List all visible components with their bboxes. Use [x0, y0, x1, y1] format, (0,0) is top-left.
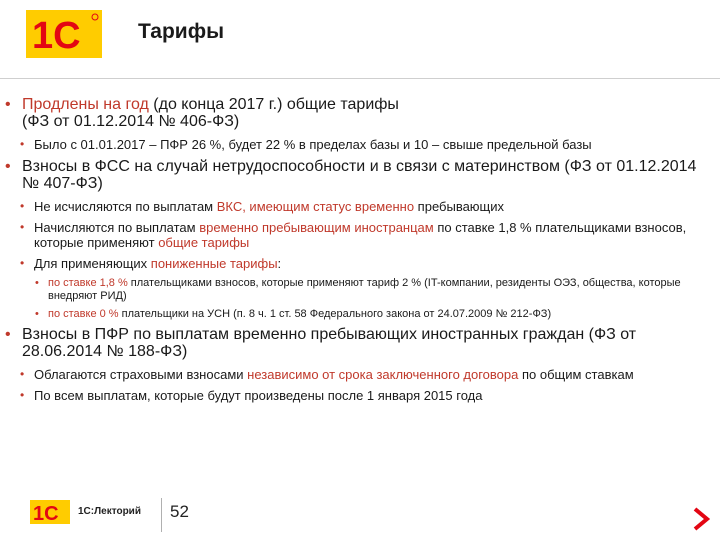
bullet-icon: •	[5, 96, 11, 113]
list-item: • Для применяющих пониженные тарифы:	[20, 256, 282, 271]
list-item: • по ставке 0 % плательщики на УСН (п. 8 ч. 1 ст. 58 Федерального закона от 24.07.2009 № 212-ФЗ)	[35, 308, 552, 320]
page-number: 52	[170, 502, 189, 521]
list-item: • по ставке 1,8 % плательщиками взносов, которые применяют тариф 2 % (IT-компании, резиденты ОЭЗ, общества, которые внедряют РИД)	[35, 277, 681, 302]
1c-logo-icon	[26, 10, 102, 58]
bullet-icon: •	[20, 137, 25, 151]
1c-logo-icon	[30, 500, 70, 524]
bullet-icon: •	[5, 326, 11, 343]
list-item: • Взносы в ФСС на случай нетрудоспособности и в связи с материнством (ФЗ от 01.12.2014 № 407-ФЗ)	[5, 158, 697, 192]
bullet-icon: •	[35, 308, 39, 320]
bullet-icon: •	[20, 367, 25, 381]
slide-content	[0, 96, 720, 409]
list-item: • Начисляются по выплатам временно пребывающим иностранцам по ставке 1,8 % плательщиками взносов, которые применяют общие тарифы	[20, 220, 687, 250]
list-item: • Облагаются страховыми взносами независимо от срока заключенного договора по общим ставкам	[20, 367, 634, 382]
bullet-icon: •	[20, 256, 25, 270]
header-divider	[0, 78, 720, 79]
slide-header	[0, 0, 720, 82]
slide-footer	[0, 494, 720, 540]
svg-text:1С: 1С	[32, 15, 81, 57]
list-item: • По всем выплатам, которые будут произведены после 1 января 2015 года	[20, 388, 483, 403]
svg-text:1С: 1С	[33, 503, 59, 524]
list-item: • Не исчисляются по выплатам ВКС, имеющим статус временно пребывающих	[20, 199, 505, 214]
bullet-icon: •	[20, 220, 25, 234]
bullet-icon: •	[20, 199, 25, 213]
page-title: Тарифы	[138, 20, 225, 43]
chevron-right-icon[interactable]	[692, 506, 710, 532]
footer-label: 1С:Лекторий	[78, 506, 141, 517]
bullet-icon: •	[20, 388, 25, 402]
list-item: • Было с 01.01.2017 – ПФР 26 %, будет 22 % в пределах базы и 10 – свыше предельной базы	[20, 137, 592, 152]
footer-divider	[161, 498, 162, 532]
list-item: • Взносы в ПФР по выплатам временно пребывающих иностранных граждан (ФЗ от 28.06.2014 № 188-ФЗ)	[5, 326, 637, 360]
bullet-icon: •	[35, 277, 39, 289]
bullet-icon: •	[5, 158, 11, 175]
list-item: • Продлены на год (до конца 2017 г.) общие тарифы (ФЗ от 01.12.2014 № 406-ФЗ)	[5, 96, 399, 130]
